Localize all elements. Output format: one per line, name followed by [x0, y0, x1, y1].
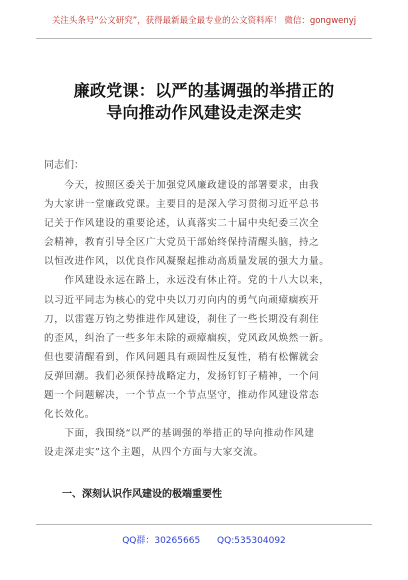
header-note: 关注头条号“公文研究”，获得最新最全最专业的公文资料库！ 微信：gongwenyj: [51, 16, 357, 26]
paragraph-line: 以恒改进作风，以优良作风凝聚起推动高质量发展的强大力量。: [44, 256, 330, 268]
section-heading: 一、深刻认识作风建设的极端重要性: [62, 489, 222, 500]
salutation: 同志们：: [44, 160, 84, 171]
title-line-1: 廉政党课：以严的基调强的举措正的: [73, 81, 335, 100]
paragraph-line: 设走深走实”这个主题，从四个方面与大家交流。: [44, 447, 264, 459]
paragraph-line: 下面，我围绕“以严的基调强的举措正的导向推动作风建: [44, 428, 315, 440]
footer-qq-contact: QQ:535304092: [217, 536, 286, 546]
paragraph-line: 的歪风，纠治了一些多年未除的顽瘴痼疾，党风政风焕然一新。: [44, 332, 330, 344]
paragraph-line: 刀，以雷霆万钧之势推进作风建设，刹住了一些长期没有刹住: [44, 313, 320, 325]
document-body: [44, 176, 366, 462]
paragraph-3: [44, 424, 366, 462]
paragraph-line: 今天，按照区委关于加强党风廉政建设的部署要求，由我: [44, 180, 320, 191]
paragraph-line: 会精神，教育引导全区广大党员干部始终保持清醒头脑，持之: [44, 237, 320, 249]
document-title: [40, 80, 368, 124]
title-line-2: 导向推动作风建设走深走实: [106, 103, 302, 122]
header-divider: [36, 38, 372, 39]
paragraph-line: 以习近平同志为核心的党中央以刀刃向内的勇气向顽瘴痼疾开: [44, 294, 320, 306]
paragraph-2: [44, 271, 366, 424]
footer-qq-group: QQ群：30265665: [122, 536, 201, 546]
footer-divider: [36, 524, 372, 525]
paragraph-line: 记关于作风建设的重要论述，认真落实二十届中央纪委三次全: [44, 218, 320, 230]
paragraph-line: 题一个问题解决，一个节点一个节点坚守，推动作风建设常态: [44, 390, 320, 402]
paragraph-line: 化长效化。: [44, 409, 95, 421]
paragraph-line: 但也要清醒看到，作风问题具有顽固性反复性，稍有松懈就会: [44, 351, 320, 363]
paragraph-line: 反弹回潮。我们必须保持战略定力，发扬钉钉子精神，一个问: [44, 370, 320, 382]
footer: [0, 533, 408, 546]
paragraph-line: 为大家讲一堂廉政党课。主要目的是深入学习贯彻习近平总书: [44, 199, 320, 211]
paragraph-line: 作风建设永远在路上，永远没有休止符。党的十八大以来，: [44, 275, 330, 287]
paragraph-1: [44, 176, 366, 271]
